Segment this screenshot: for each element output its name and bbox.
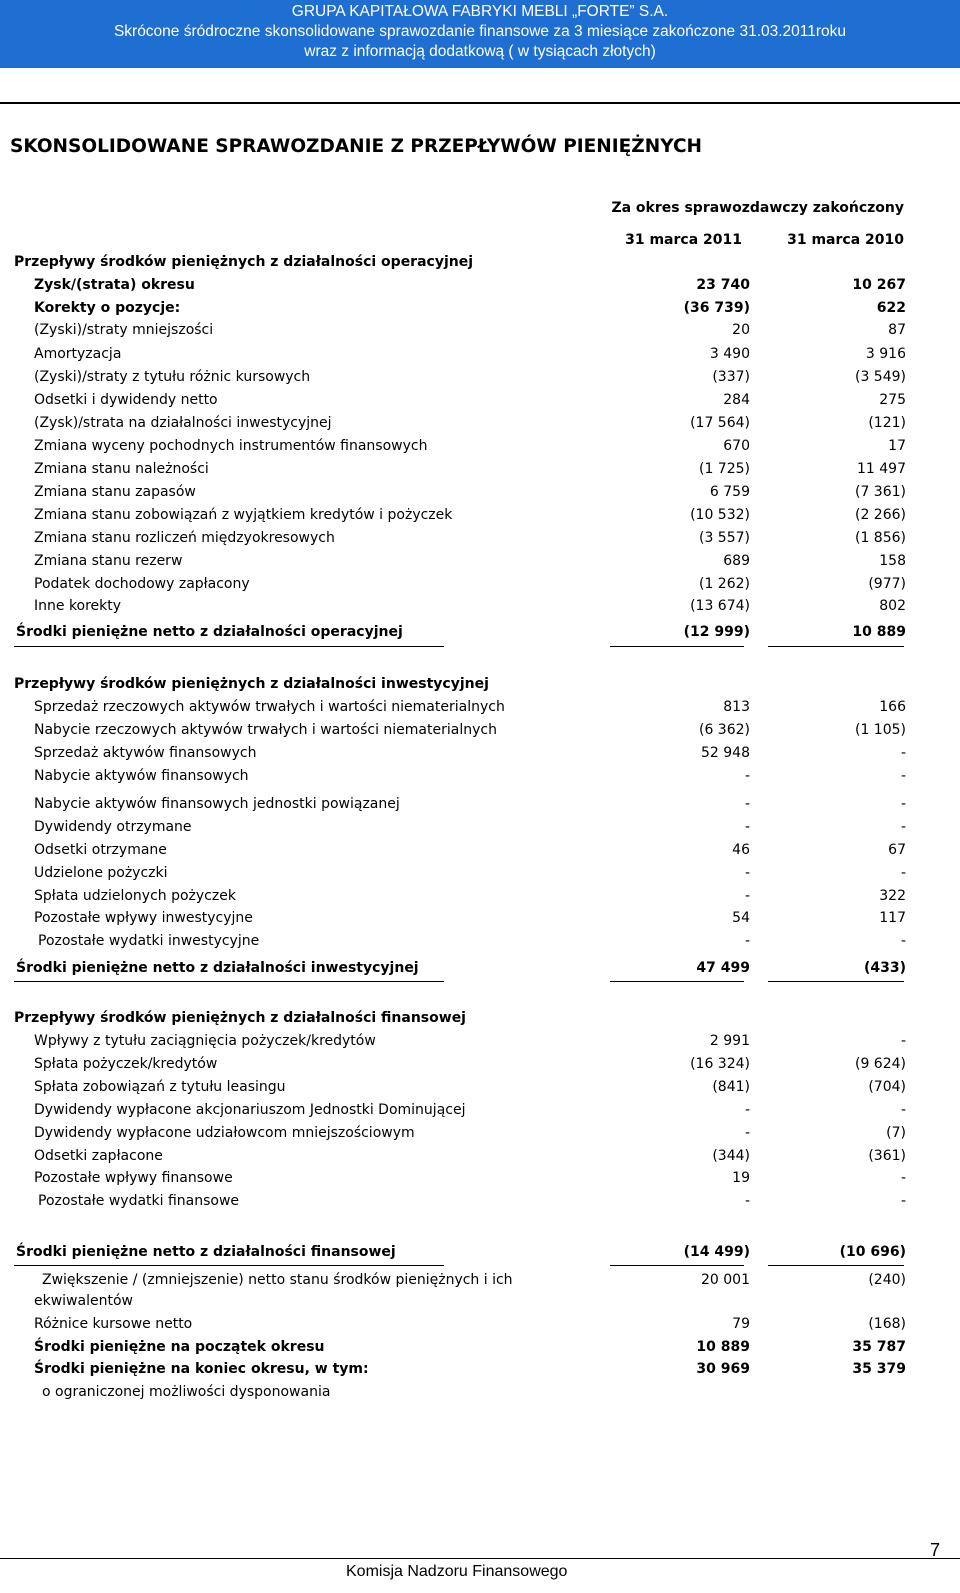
total-underline — [768, 1265, 904, 1266]
value-2010: (7 361) — [854, 484, 906, 500]
value-2010: (1 856) — [854, 530, 906, 546]
total-underline — [768, 981, 904, 982]
value-2011: 46 — [732, 842, 750, 858]
value-2011: (10 532) — [690, 507, 750, 523]
value-2010: 35 379 — [852, 1361, 906, 1377]
row-label: Odsetki zapłacone — [34, 1148, 163, 1164]
table-row — [0, 745, 960, 767]
value-2011: - — [744, 768, 750, 784]
row-label: Spłata udzielonych pożyczek — [34, 888, 236, 904]
page-number: 7 — [930, 1540, 941, 1560]
row-label: (Zyski)/straty z tytułu różnic kursowych — [34, 369, 311, 385]
total-underline — [768, 646, 904, 647]
value-2011: - — [744, 1125, 750, 1141]
value-2010: (9 624) — [854, 1056, 906, 1072]
section-heading: Przepływy środków pieniężnych z działalności operacyjnej — [14, 254, 474, 270]
value-2011: 284 — [723, 392, 750, 408]
value-2010: - — [900, 865, 906, 881]
value-2010: 802 — [879, 598, 906, 614]
total-underline — [610, 646, 744, 647]
value-2011: - — [744, 865, 750, 881]
value-2010: - — [900, 1170, 906, 1186]
value-2011: 79 — [732, 1316, 750, 1332]
row-label: Podatek dochodowy zapłacony — [34, 576, 250, 592]
value-2010: (3 549) — [854, 369, 906, 385]
row-label: Inne korekty — [34, 598, 122, 614]
footer-text: Komisja Nadzoru Finansowego — [346, 1563, 568, 1580]
table-row — [0, 796, 960, 818]
row-label: Dywidendy wypłacone udziałowcom mniejszościowym — [34, 1125, 415, 1141]
row-label: Wpływy z tytułu zaciągnięcia pożyczek/kredytów — [34, 1033, 376, 1049]
section-heading: Przepływy środków pieniężnych z działalności finansowej — [14, 1010, 466, 1026]
row-label: ekwiwalentów — [34, 1293, 133, 1309]
value-2010: - — [900, 819, 906, 835]
row-label: Zmiana stanu należności — [34, 461, 209, 477]
value-2010: 11 497 — [857, 461, 906, 477]
value-2011: (841) — [712, 1079, 750, 1095]
value-2010: 3 916 — [865, 346, 906, 362]
table-row — [0, 415, 960, 437]
column-header-2011: 31 marca 2011 — [625, 232, 742, 248]
row-label: Amortyzacja — [34, 346, 122, 362]
value-2010: 158 — [879, 553, 906, 569]
footer-rule — [0, 1558, 960, 1559]
value-2011: (1 725) — [698, 461, 750, 477]
value-2011: - — [744, 796, 750, 812]
row-label: Spłata pożyczek/kredytów — [34, 1056, 218, 1072]
table-row — [0, 722, 960, 744]
table-row — [0, 819, 960, 841]
row-label: Sprzedaż rzeczowych aktywów trwałych i wartości niematerialnych — [34, 699, 505, 715]
table-row — [0, 369, 960, 391]
value-2010: (121) — [868, 415, 906, 431]
row-label: o ograniczonej możliwości dysponowania — [42, 1384, 331, 1400]
table-row — [0, 842, 960, 864]
period-label: Za okres sprawozdawczy zakończony — [611, 200, 904, 216]
row-label: Odsetki otrzymane — [34, 842, 167, 858]
value-2010: - — [900, 745, 906, 761]
row-label: Dywidendy otrzymane — [34, 819, 192, 835]
value-2011: 47 499 — [696, 960, 750, 976]
row-label: Pozostałe wydatki inwestycyjne — [38, 933, 260, 949]
value-2010: (1 105) — [854, 722, 906, 738]
table-row — [0, 1125, 960, 1147]
header-note: wraz z informacją dodatkową ( w tysiącach złotych) — [304, 43, 656, 60]
total-underline — [610, 1265, 744, 1266]
table-row — [0, 1244, 960, 1266]
table-row — [0, 461, 960, 483]
value-2010: (361) — [868, 1148, 906, 1164]
row-label: Pozostałe wydatki finansowe — [38, 1193, 240, 1209]
value-2011: 813 — [723, 699, 750, 715]
value-2011: (14 499) — [683, 1244, 750, 1260]
value-2011: - — [744, 819, 750, 835]
value-2011: (17 564) — [690, 415, 750, 431]
value-2010: 10 889 — [852, 624, 906, 640]
value-2011: (344) — [712, 1148, 750, 1164]
table-row — [0, 1148, 960, 1170]
table-row — [0, 888, 960, 910]
table-row — [0, 507, 960, 529]
total-underline — [14, 1265, 444, 1266]
total-underline — [610, 981, 744, 982]
value-2010: (433) — [863, 960, 906, 976]
total-underline — [14, 981, 444, 982]
value-2011: 30 969 — [696, 1361, 750, 1377]
row-label: Środki pieniężne netto z działalności operacyjnej — [16, 624, 403, 640]
table-row — [0, 865, 960, 887]
row-label: Zmiana stanu zapasów — [34, 484, 196, 500]
value-2010: 87 — [888, 322, 906, 338]
value-2010: 10 267 — [852, 277, 906, 293]
table-row — [0, 576, 960, 598]
value-2010: - — [900, 933, 906, 949]
row-label: Różnice kursowe netto — [34, 1316, 193, 1332]
row-label: Odsetki i dywidendy netto — [34, 392, 218, 408]
section-heading: Przepływy środków pieniężnych z działalności inwestycyjnej — [14, 676, 489, 692]
header-company: GRUPA KAPITAŁOWA FABRYKI MEBLI „FORTE” S.A. — [291, 3, 669, 20]
value-2010: 17 — [888, 438, 906, 454]
value-2011: (3 557) — [698, 530, 750, 546]
row-label: Zmiana wyceny pochodnych instrumentów finansowych — [34, 438, 428, 454]
column-header-2010: 31 marca 2010 — [787, 232, 904, 248]
value-2010: 117 — [879, 910, 906, 926]
row-label: Udzielone pożyczki — [34, 865, 168, 881]
value-2010: - — [900, 768, 906, 784]
value-2011: 19 — [732, 1170, 750, 1186]
table-row — [0, 553, 960, 575]
value-2010: - — [900, 1193, 906, 1209]
table-row — [0, 933, 960, 955]
row-label: (Zysk)/strata na działalności inwestycyjnej — [34, 415, 332, 431]
value-2011: 6 759 — [709, 484, 750, 500]
row-label: Zmiana stanu zobowiązań z wyjątkiem kredytów i pożyczek — [34, 507, 453, 523]
row-label: Dywidendy wypłacone akcjonariuszom Jednostki Dominującej — [34, 1102, 466, 1118]
value-2010: (2 266) — [854, 507, 906, 523]
table-row — [0, 1170, 960, 1192]
value-2010: - — [900, 1102, 906, 1118]
header-report: Skrócone śródroczne skonsolidowane sprawozdanie finansowe za 3 miesiące zakończone 31.03.2011roku — [113, 23, 847, 40]
value-2011: (16 324) — [690, 1056, 750, 1072]
table-row — [0, 300, 960, 322]
table-row — [0, 1272, 960, 1294]
table-row — [0, 598, 960, 620]
table-row — [0, 1384, 960, 1406]
value-2011: 20 — [732, 322, 750, 338]
value-2010: 322 — [879, 888, 906, 904]
value-2010: (7) — [886, 1125, 906, 1141]
value-2011: (12 999) — [683, 624, 750, 640]
value-2010: (10 696) — [839, 1244, 906, 1260]
row-label: Środki pieniężne na początek okresu — [34, 1339, 325, 1355]
page-title: SKONSOLIDOWANE SPRAWOZDANIE Z PRZEPŁYWÓW PIENIĘŻNYCH — [10, 136, 702, 157]
value-2010: 35 787 — [852, 1339, 906, 1355]
row-label: Środki pieniężne na koniec okresu, w tym: — [34, 1361, 369, 1377]
row-label: Pozostałe wpływy inwestycyjne — [34, 910, 253, 926]
row-label: Zwiększenie / (zmniejszenie) netto stanu środków pieniężnych i ich — [42, 1272, 513, 1288]
value-2010: 67 — [888, 842, 906, 858]
document-header — [0, 0, 960, 68]
row-label: Zysk/(strata) okresu — [34, 277, 195, 293]
row-label: Zmiana stanu rezerw — [34, 553, 183, 569]
table-row — [0, 277, 960, 299]
value-2010: - — [900, 1033, 906, 1049]
table-row — [0, 438, 960, 460]
value-2010: - — [900, 796, 906, 812]
value-2011: 23 740 — [696, 277, 750, 293]
value-2010: (704) — [868, 1079, 906, 1095]
value-2011: 689 — [723, 553, 750, 569]
value-2010: 275 — [879, 392, 906, 408]
value-2011: - — [744, 1102, 750, 1118]
value-2011: 52 948 — [701, 745, 750, 761]
value-2011: - — [744, 1193, 750, 1209]
value-2010: (977) — [868, 576, 906, 592]
row-label: Pozostałe wpływy finansowe — [34, 1170, 233, 1186]
table-row — [0, 1316, 960, 1338]
row-label: Środki pieniężne netto z działalności inwestycyjnej — [16, 960, 419, 976]
value-2011: (13 674) — [690, 598, 750, 614]
row-label: Korekty o pozycje: — [34, 300, 181, 316]
row-label: Spłata zobowiązań z tytułu leasingu — [34, 1079, 286, 1095]
total-underline — [14, 646, 444, 647]
value-2011: 54 — [732, 910, 750, 926]
table-row — [0, 1102, 960, 1124]
value-2010: (168) — [868, 1316, 906, 1332]
value-2011: (337) — [712, 369, 750, 385]
value-2011: 3 490 — [709, 346, 750, 362]
table-row — [0, 624, 960, 646]
table-row — [0, 1293, 960, 1315]
table-row — [0, 1056, 960, 1078]
table-row — [0, 1033, 960, 1055]
value-2011: 2 991 — [709, 1033, 750, 1049]
table-row — [0, 699, 960, 721]
value-2011: 10 889 — [696, 1339, 750, 1355]
value-2011: (6 362) — [698, 722, 750, 738]
table-row — [0, 768, 960, 790]
row-label: Nabycie aktywów finansowych — [34, 768, 249, 784]
value-2010: 166 — [879, 699, 906, 715]
table-row — [0, 1193, 960, 1215]
row-label: (Zyski)/straty mniejszości — [34, 322, 214, 338]
table-row — [0, 392, 960, 414]
value-2011: - — [744, 888, 750, 904]
row-label: Nabycie rzeczowych aktywów trwałych i wartości niematerialnych — [34, 722, 497, 738]
table-row — [0, 1339, 960, 1361]
value-2010: (240) — [868, 1272, 906, 1288]
row-label: Zmiana stanu rozliczeń międzyokresowych — [34, 530, 335, 546]
table-row — [0, 322, 960, 344]
value-2011: (36 739) — [683, 300, 750, 316]
value-2011: - — [744, 933, 750, 949]
row-label: Sprzedaż aktywów finansowych — [34, 745, 257, 761]
table-row — [0, 910, 960, 932]
header-rule — [0, 102, 960, 104]
table-row — [0, 530, 960, 552]
table-row — [0, 1079, 960, 1101]
table-row — [0, 346, 960, 368]
value-2011: 20 001 — [701, 1272, 750, 1288]
value-2011: 670 — [723, 438, 750, 454]
table-row — [0, 1361, 960, 1383]
table-row — [0, 960, 960, 982]
row-label: Nabycie aktywów finansowych jednostki powiązanej — [34, 796, 400, 812]
row-label: Środki pieniężne netto z działalności finansowej — [16, 1244, 396, 1260]
value-2011: (1 262) — [698, 576, 750, 592]
table-row — [0, 484, 960, 506]
value-2010: 622 — [876, 300, 906, 316]
